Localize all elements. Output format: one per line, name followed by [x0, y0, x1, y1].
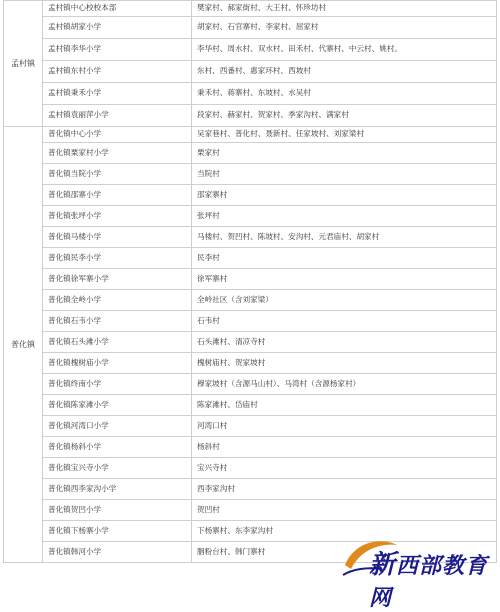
- villages-cell: 樊家村、郝家街村、大王村、怀珍坊村: [192, 1, 497, 17]
- table-row: [4, 39, 497, 61]
- school-name-cell: 普化镇陈家滩小学: [43, 395, 192, 416]
- school-name-cell: 普化镇韩河小学: [43, 542, 192, 563]
- school-name-cell: 普化镇石头滩小学: [43, 332, 192, 353]
- table-row: [4, 395, 497, 416]
- school-name-cell: 普化镇槐树庙小学: [43, 353, 192, 374]
- villages-cell: 陈家滩村、岱庙村: [192, 395, 497, 416]
- villages-cell: 全岭社区（含刘家梁）: [192, 290, 497, 311]
- table-row: [4, 164, 497, 185]
- school-name-cell: 孟村镇东村小学: [43, 61, 192, 83]
- school-name-cell: 孟村镇胡家小学: [43, 17, 192, 39]
- villages-cell: 西李家沟村: [192, 479, 497, 500]
- school-name-cell: 孟村镇李华小学: [43, 39, 192, 61]
- enrollment-table: [3, 0, 497, 563]
- table-row: [4, 269, 497, 290]
- table-row: [4, 311, 497, 332]
- villages-cell: 河湾口村: [192, 416, 497, 437]
- villages-cell: 宝兴寺村: [192, 458, 497, 479]
- school-name-cell: 普化镇邵寨小学: [43, 185, 192, 206]
- villages-cell: 杨斜村: [192, 437, 497, 458]
- table-row: [4, 479, 497, 500]
- table-row: [4, 437, 497, 458]
- school-name-cell: 普化镇徐军寨小学: [43, 269, 192, 290]
- table-row: [4, 185, 497, 206]
- school-name-cell: 孟村镇中心校校本部: [43, 1, 192, 17]
- table-row: [4, 127, 497, 143]
- villages-cell: 当院村: [192, 164, 497, 185]
- villages-cell: 石韦村: [192, 311, 497, 332]
- villages-cell: 邵家寨村: [192, 185, 497, 206]
- school-name-cell: 普化镇当院小学: [43, 164, 192, 185]
- villages-cell: 段家村、赫家村、贺家村、季家沟村、满家村: [192, 105, 497, 127]
- table-row: [4, 332, 497, 353]
- table-row: [4, 374, 497, 395]
- table-row: [4, 290, 497, 311]
- villages-cell: 槐树庙村、贺家坡村: [192, 353, 497, 374]
- school-name-cell: 普化镇中心小学: [43, 127, 192, 143]
- villages-cell: 徐军寨村: [192, 269, 497, 290]
- villages-cell: 秉禾村、蒋寨村、东坡村、水吴村: [192, 83, 497, 105]
- villages-cell: 张坪村: [192, 206, 497, 227]
- school-name-cell: 普化镇马楼小学: [43, 227, 192, 248]
- school-name-cell: 普化镇石韦小学: [43, 311, 192, 332]
- table-row: [4, 248, 497, 269]
- villages-cell: 吴家巷村、普化村、聂新村、任家坡村、刘家梁村: [192, 127, 497, 143]
- watermark-first-char: 新: [369, 550, 397, 580]
- villages-cell: 民李村: [192, 248, 497, 269]
- school-name-cell: 普化镇下杨寨小学: [43, 521, 192, 542]
- school-name-cell: 普化镇终南小学: [43, 374, 192, 395]
- school-name-cell: 普化镇栗家村小学: [43, 143, 192, 164]
- school-name-cell: 孟村镇袁丽萍小学: [43, 105, 192, 127]
- villages-cell: 李华村、周水村、双水村、田禾村、代寨村、中云村、姚村。: [192, 39, 497, 61]
- school-name-cell: 普化镇西李家沟小学: [43, 479, 192, 500]
- school-name-cell: 普化镇全岭小学: [43, 290, 192, 311]
- villages-cell: 穆家坡村（含源马山村）、马湾村（含源杨家村）: [192, 374, 497, 395]
- table-row: [4, 17, 497, 39]
- school-name-cell: 普化镇张坪小学: [43, 206, 192, 227]
- watermark-text: [369, 544, 496, 612]
- villages-cell: 栗家村: [192, 143, 497, 164]
- watermark-rest: 西部教育网: [369, 553, 489, 611]
- villages-cell: 石头滩村、清凉寺村: [192, 332, 497, 353]
- table-row: [4, 61, 497, 83]
- table-row: [4, 416, 497, 437]
- table-row: [4, 206, 497, 227]
- table-row: [4, 353, 497, 374]
- town-name-cell: 普化镇: [4, 127, 43, 563]
- school-name-cell: 普化镇贺凹小学: [43, 500, 192, 521]
- table-body: [4, 1, 497, 563]
- school-name-cell: 普化镇河湾口小学: [43, 416, 192, 437]
- villages-cell: 胡家村、石官寨村、李家村、屈家村: [192, 17, 497, 39]
- villages-cell: 贺凹村: [192, 500, 497, 521]
- town-name-cell: 孟村镇: [4, 1, 43, 127]
- table-row: [4, 105, 497, 127]
- villages-cell: 东村、西番村、惠家环村、西坡村: [192, 61, 497, 83]
- school-name-cell: 孟村镇秉禾小学: [43, 83, 192, 105]
- table-row: [4, 83, 497, 105]
- table-row: [4, 500, 497, 521]
- school-name-cell: 普化镇杨斜小学: [43, 437, 192, 458]
- table-row: [4, 143, 497, 164]
- site-watermark-logo: [341, 535, 496, 611]
- table-row: [4, 1, 497, 17]
- table-row: [4, 458, 497, 479]
- table-row: [4, 227, 497, 248]
- school-name-cell: 普化镇宝兴寺小学: [43, 458, 192, 479]
- villages-cell: 马楼村、贺凹村、陈坡村、安沟村、元君庙村、胡家村: [192, 227, 497, 248]
- school-name-cell: 普化镇民李小学: [43, 248, 192, 269]
- villages-cell: 下杨寨村、东李家沟村: [192, 521, 497, 542]
- villages-cell: 胭粉台村、韩门寨村: [192, 542, 497, 563]
